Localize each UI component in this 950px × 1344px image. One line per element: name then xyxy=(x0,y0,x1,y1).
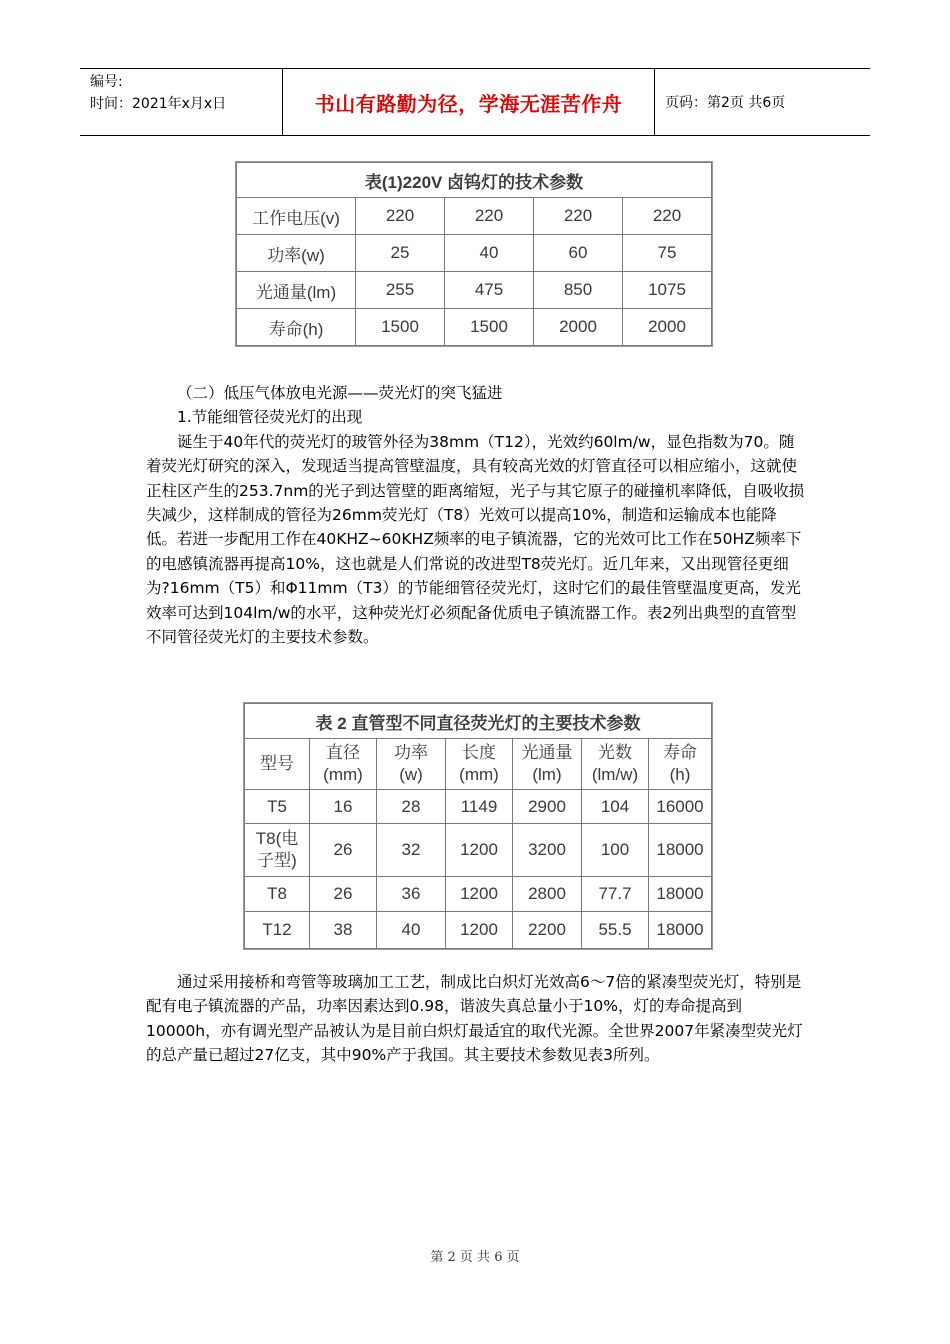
table-cell: 1200 xyxy=(446,877,513,912)
table-cell: 32 xyxy=(377,824,446,877)
table1-title: 表(1)220V 卤钨灯的技术参数 xyxy=(237,163,712,198)
column-header: 寿命 (h) xyxy=(649,739,712,790)
table1-row-label: 功率(w) xyxy=(237,235,356,272)
table-row xyxy=(237,235,712,272)
column-header: 型号 xyxy=(245,739,310,790)
table-cell: 18000 xyxy=(649,912,712,949)
document-time-label: 时间：2021年x月x日 xyxy=(90,96,227,112)
table-cell: 60 xyxy=(534,235,623,272)
table-halogen-lamp-specs xyxy=(236,162,712,346)
table-cell: 16 xyxy=(310,790,377,824)
table-cell: 1149 xyxy=(446,790,513,824)
table-cell: 475 xyxy=(445,272,534,309)
table1-row-label: 光通量(lm) xyxy=(237,272,356,309)
section-subheading: 1.节能细管径荧光灯的出现 xyxy=(177,408,363,427)
table1-row-label: 工作电压(v) xyxy=(237,198,356,235)
table-cell: 25 xyxy=(356,235,445,272)
table-cell: 18000 xyxy=(649,824,712,877)
table-row xyxy=(245,877,712,912)
column-header: 长度 (mm) xyxy=(446,739,513,790)
paragraph: 通过采用接桥和弯管等玻璃加工工艺，制成比白炽灯光效高6～7倍的紧凑型荧光灯，特别是配有电子镇流器的产品，功率因素达到0.98，谐波失真总量小于10%，灯的寿命提高到10000h，亦有调光型产品被认为是目前白炽灯最适宜的取代光源。全世界2007年紧凑型荧光灯的总产量已超过27亿支，其中90%产于我国。其主要技术参数见表3所列。 xyxy=(146,973,803,1065)
column-header: 光通量 (lm) xyxy=(513,739,582,790)
table-cell: 38 xyxy=(310,912,377,949)
column-header: 光数 (lm/w) xyxy=(582,739,649,790)
table-cell: 36 xyxy=(377,877,446,912)
table-row xyxy=(245,790,712,824)
header-motto: 书山有路勤为径，学海无涯苦作舟 xyxy=(283,69,655,135)
table-row xyxy=(245,912,712,949)
column-header: 直径 (mm) xyxy=(310,739,377,790)
table2-title: 表 2 直管型不同直径荧光灯的主要技术参数 xyxy=(245,704,712,739)
table-cell: 1075 xyxy=(623,272,712,309)
table-cell: 40 xyxy=(445,235,534,272)
table-fluorescent-specs xyxy=(244,703,712,949)
table-cell: 1500 xyxy=(356,309,445,346)
table-cell: 220 xyxy=(356,198,445,235)
table-row xyxy=(237,272,712,309)
header-meta xyxy=(80,69,283,135)
table-cell: 77.7 xyxy=(582,877,649,912)
table-cell: 220 xyxy=(445,198,534,235)
table-cell: 2000 xyxy=(623,309,712,346)
table-cell: 75 xyxy=(623,235,712,272)
table-cell: 100 xyxy=(582,824,649,877)
table-cell: 255 xyxy=(356,272,445,309)
table-cell: 2800 xyxy=(513,877,582,912)
table-cell: 2900 xyxy=(513,790,582,824)
table2-model: T8 xyxy=(245,877,310,912)
section-fluorescent xyxy=(146,381,806,649)
table-cell: 3200 xyxy=(513,824,582,877)
table-cell: 1200 xyxy=(446,824,513,877)
table-cell: 40 xyxy=(377,912,446,949)
table-row xyxy=(245,824,712,877)
table-cell: 220 xyxy=(623,198,712,235)
table-cell: 18000 xyxy=(649,877,712,912)
section-compact-fluorescent xyxy=(146,970,806,1068)
table-cell: 26 xyxy=(310,877,377,912)
table-header-row xyxy=(245,739,712,790)
header-page-number: 页码：第2页 共6页 xyxy=(665,95,786,111)
table-cell: 220 xyxy=(534,198,623,235)
table-cell: 28 xyxy=(377,790,446,824)
table-row xyxy=(237,198,712,235)
table2-model: T8(电 子型) xyxy=(245,824,310,877)
table-row xyxy=(237,309,712,346)
column-header: 功率 (w) xyxy=(377,739,446,790)
table-cell: 55.5 xyxy=(582,912,649,949)
table-cell: 2000 xyxy=(534,309,623,346)
document-number-label: 编号: xyxy=(90,74,123,90)
table-cell: 26 xyxy=(310,824,377,877)
table-cell: 850 xyxy=(534,272,623,309)
table-cell: 16000 xyxy=(649,790,712,824)
paragraph: 诞生于40年代的荧光灯的玻管外径为38mm（T12），光效约60lm/w，显色指数为70。随着荧光灯研究的深入，发现适当提高管壁温度，具有较高光效的灯管直径可以相应缩小，这就使正柱区产生的253.7nm的光子到达管壁的距离缩短，光子与其它原子的碰撞机率降低，自吸收损失减少，这样制成的管径为26mm荧光灯（T8）光效可以提高10%，制造和运输成本也能降低。若进一步配用工作在40KHZ~60KHZ频率的电子镇流器，它的光效可比工作在50HZ频率下的电感镇流器再提高10%，这也就是人们常说的改进型T8荧光灯。近几年来，又出现管径更细为?16mm（T5）和Φ11mm（T3）的节能细管径荧光灯，这时它们的最佳管壁温度更高，发光效率可达到104lm/w的水平，这种荧光灯必须配备优质电子镇流器工作。表2列出典型的直管型不同管径荧光灯的主要技术参数。 xyxy=(146,432,805,647)
table2-model: T5 xyxy=(245,790,310,824)
table-cell: 1500 xyxy=(445,309,534,346)
table-cell: 2200 xyxy=(513,912,582,949)
section-heading: （二）低压气体放电光源——荧光灯的突飞猛进 xyxy=(177,384,503,402)
table-cell: 1200 xyxy=(446,912,513,949)
page-footer: 第 2 页 共 6 页 xyxy=(430,1250,520,1265)
table2-model: T12 xyxy=(245,912,310,949)
page-header xyxy=(80,68,870,136)
table1-row-label: 寿命(h) xyxy=(237,309,356,346)
table-cell: 104 xyxy=(582,790,649,824)
